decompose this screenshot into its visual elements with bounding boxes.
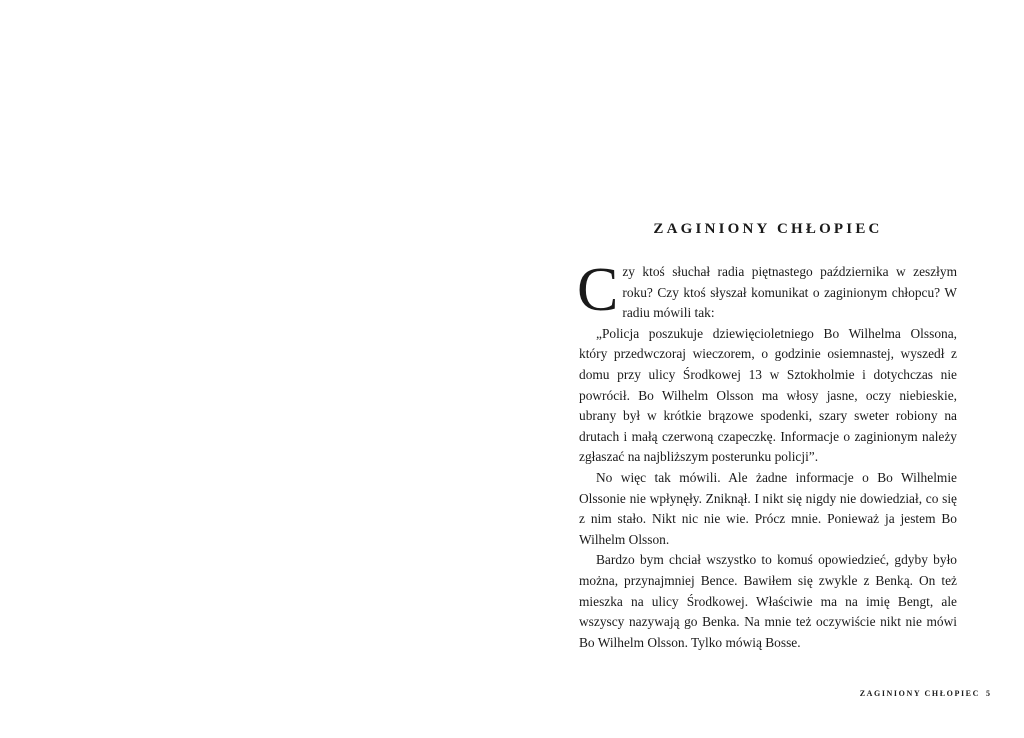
page-number: 5 bbox=[986, 689, 990, 698]
paragraph-4: Bardzo bym chciał wszystko to komuś opowiedzieć, gdyby było można, przynajmniej Bence. Bawiłem się zwykle z Benką. On też mieszka na ulicy Środkowej. Właściwie ma na imię Bengt, ale wszyscy nazywają go Benka. Na mnie też oczywiście nikt nie mówi Bo Wilhelm Olsson. Tylko mówią Bosse. bbox=[579, 552, 957, 650]
drop-cap: C bbox=[577, 256, 619, 324]
paragraph-1-text: zy ktoś słuchał radia piętnastego października w zeszłym roku? Czy ktoś słyszał komunikat o zaginionym chłopcu? W radiu mówili tak: bbox=[622, 264, 957, 321]
paragraph-2: „Policja poszukuje dziewięcioletniego Bo Wilhelma Olssona, który przedwczoraj wieczorem, o godzinie osiemnastej, wyszedł z domu przy ulicy Środkowej 13 w Sztokholmie i dotychczas nie powrócił. Bo Wilhelm Olsson ma włosy jasne, oczy niebieskie, ubrany był w krótkie brązowe spodenki, szary sweter robiony na drutach i małą czerwoną czapeczkę. Informacje o zaginionym należy zgłaszać na najbliższym posterunku policji”. bbox=[579, 325, 957, 465]
right-page bbox=[512, 0, 1024, 738]
chapter-title: ZAGINIONY CHŁOPIEC bbox=[653, 221, 883, 237]
running-head: ZAGINIONY CHŁOPIEC bbox=[859, 689, 980, 698]
paragraph-1 bbox=[577, 256, 957, 324]
paragraph-3: No więc tak mówili. Ale żadne informacje o Bo Wilhelmie Olssonie nie wpłynęły. Zniknął. I nikt się nigdy nie dowiedział, co się z nim stało. Nikt nic nie wie. Prócz mnie. Ponieważ ja jestem Bo Wilhelm Olsson. bbox=[579, 469, 957, 547]
chapter-body bbox=[577, 256, 957, 653]
